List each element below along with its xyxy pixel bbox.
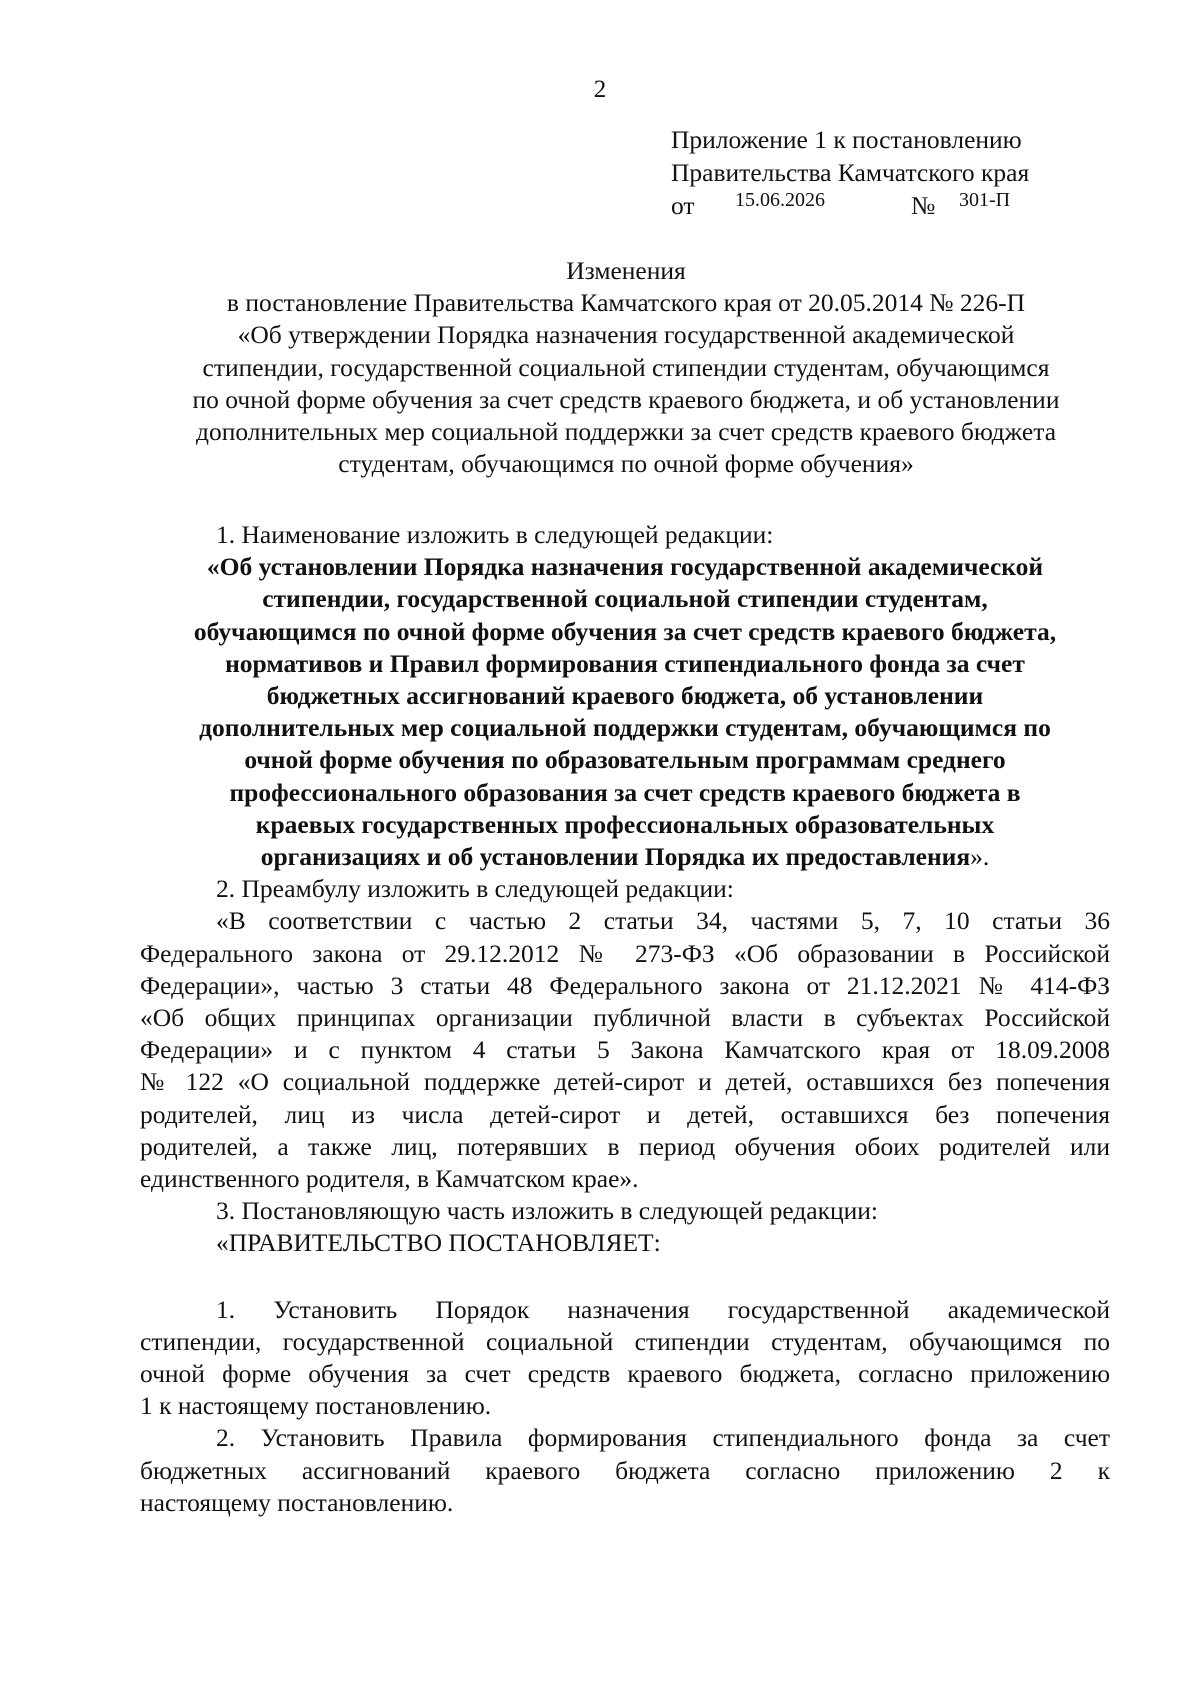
clause-1-line: стипендии, государственной социальной стипендии студентам, обучающимся по [140,1326,1110,1356]
government-resolves: «ПРАВИТЕЛЬСТВО ПОСТАНОВЛЯЕТ: [216,1228,661,1258]
title-line: в постановление Правительства Камчатского края от 20.05.2014 № 226-П [226,288,1026,318]
new-title-line: «Об установлении Порядка назначения государственной академической [206,552,1044,582]
item-1-intro: 1. Наименование изложить в следующей редакции: [216,520,774,549]
resolution-number: 301-П [959,189,1011,211]
from-label: от [671,191,695,220]
new-title-line: дополнительных мер социальной поддержки студентам, обучающимся по [199,713,1051,743]
preamble-line: Федерации», частью 3 статьи 48 Федерального закона от 21.12.2021 № 414-ФЗ [140,970,1110,1000]
item-3-intro: 3. Постановляющую часть изложить в следующей редакции: [216,1196,879,1226]
preamble-last-line: единственного родителя, в Камчатском крае». [140,1164,639,1194]
appendix-date-line [671,189,1029,222]
clause-1-line: 1. Установить Порядок назначения государственной академической [216,1294,1110,1324]
new-title-line: стипендии, государственной социальной стипендии студентам, [262,584,988,614]
new-title-line: очной форме обучения по образовательным программам среднего [244,745,1006,775]
document-title [140,255,1112,480]
preamble-line: № 122 «О социальной поддержке детей-сирот и детей, оставшихся без попечения [140,1067,1110,1097]
spacer [140,1260,1110,1294]
new-title-last-line [140,841,1110,873]
resolution-date: 15.06.2026 [735,189,825,211]
title-line: студентам, обучающимся по очной форме обучения» [338,449,914,479]
title-line: стипендии, государственной социальной стипендии студентам, обучающимся [202,352,1050,382]
document-body [140,519,1110,1519]
preamble-line: Федерального закона от 29.12.2012 № 273-ФЗ «Об образовании в Российской [140,938,1110,968]
preamble-line: «Об общих принципах организации публичной власти в субъектах Российской [140,1003,1110,1033]
new-title-line: обучающимся по очной форме обучения за счет средств краевого бюджета, [193,616,1057,646]
preamble-line: родителей, лиц из числа детей-сирот и детей, оставшихся без попечения [140,1099,1110,1129]
preamble-line: Федерации» и с пунктом 4 статьи 5 Закона Камчатского края от 18.09.2008 [140,1035,1110,1065]
item-2-intro: 2. Преамбулу изложить в следующей редакции: [216,874,734,904]
new-title-text [140,551,1110,873]
new-title-line: профессионального образования за счет средств краевого бюджета в [229,777,1021,807]
clause-2-line: 2. Установить Правила формирования стипендиального фонда за счет [216,1423,1110,1453]
number-label: № [911,191,936,220]
appendix-line-2: Правительства Камчатского края [671,158,1030,187]
clause-2-line: бюджетных ассигнований краевого бюджета согласно приложению 2 к [140,1455,1110,1485]
new-title-last-bold: организациях и об установлении Порядка их предоставления [260,842,971,872]
clause-1-line: очной форме обучения за счет средств краевого бюджета, согласно приложению [140,1359,1110,1389]
title-heading: Изменения [566,256,686,285]
new-title-line: бюджетных ассигнований краевого бюджета, об установлении [266,681,984,711]
new-title-line: нормативов и Правил формирования стипендиального фонда за счет [225,648,1025,678]
clause-1-last-line: 1 к настоящему постановлению. [140,1391,492,1421]
new-title-last-tail: ». [970,842,990,872]
appendix-block [671,123,1029,222]
title-line: «Об утверждении Порядка назначения государственной академической [237,320,1015,350]
title-line: по очной форме обучения за счет средств краевого бюджета, и об установлении [192,384,1060,414]
title-line: дополнительных мер социальной поддержки за счет средств краевого бюджета [195,417,1057,447]
preamble-line: «В соответствии с частью 2 статьи 34, частями 5, 7, 10 статьи 36 [216,906,1110,936]
appendix-line-1: Приложение 1 к постановлению [671,125,1022,154]
clause-2-last-line: настоящему постановлению. [140,1487,454,1517]
new-title-line: краевых государственных профессиональных образовательных [255,809,995,839]
page-number: 2 [593,76,607,103]
preamble-line: родителей, а также лиц, потерявших в период обучения обоих родителей или [140,1131,1110,1161]
